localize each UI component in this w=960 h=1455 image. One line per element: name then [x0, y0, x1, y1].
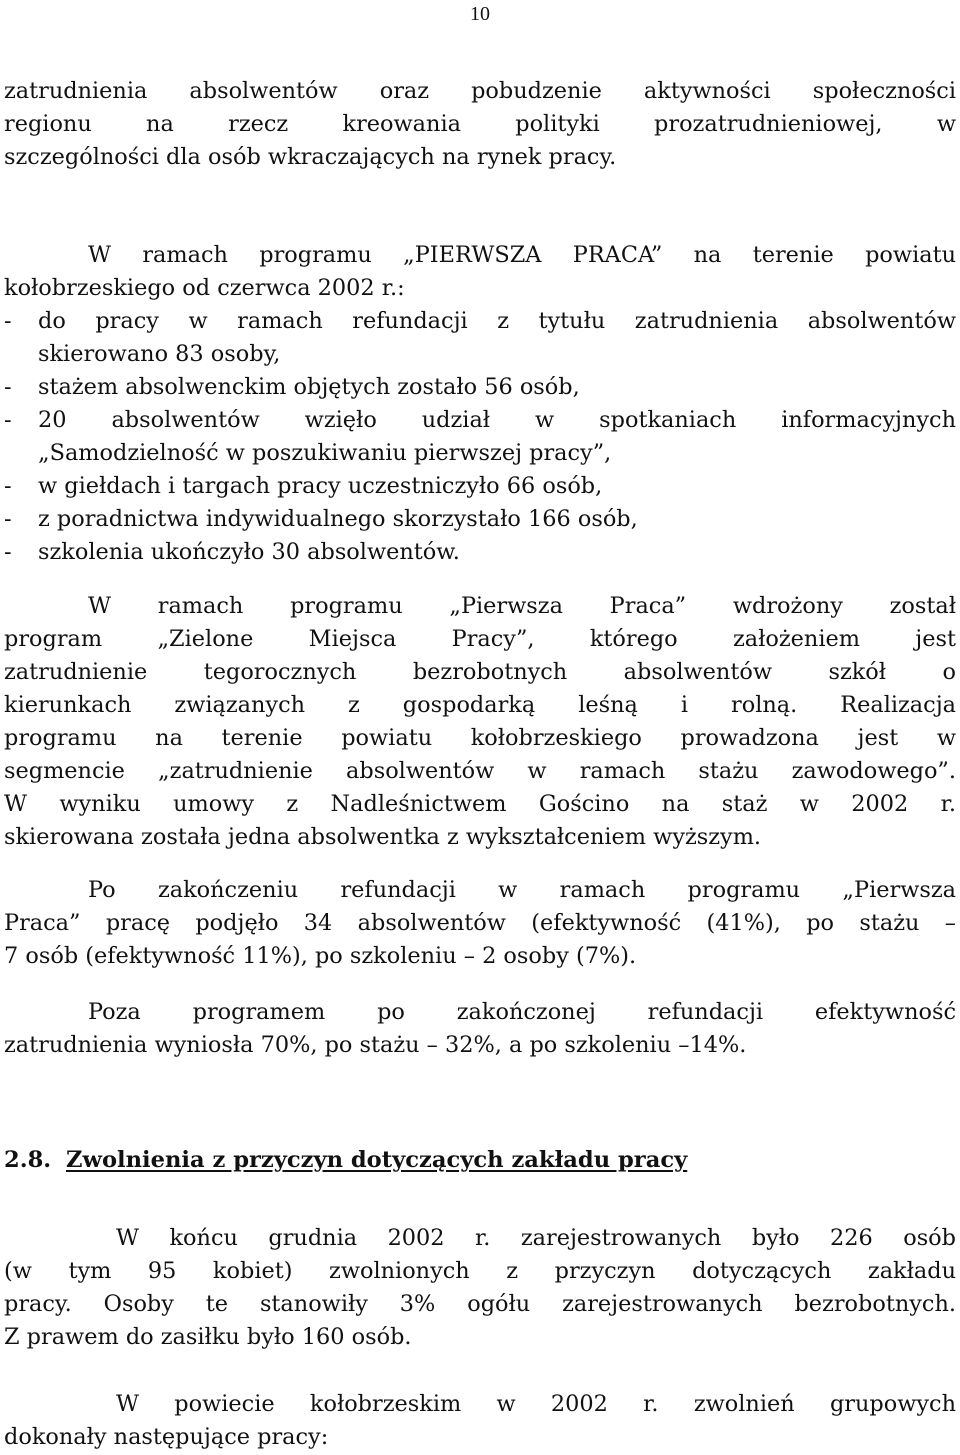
- text-line: W wyniku umowy z Nadleśnictwem Gościno na staż w 2002 r.: [4, 791, 956, 817]
- zwolnienia-grupowe-paragraph: [4, 1388, 956, 1454]
- list-dash: -: [4, 473, 12, 499]
- text-line: segmencie „zatrudnienie absolwentów w ramach stażu zawodowego”.: [4, 758, 956, 784]
- text-line: w giełdach i targach pracy uczestniczyło 66 osób,: [38, 473, 603, 499]
- list-dash: -: [4, 506, 12, 532]
- text-line: kołobrzeskiego od czerwca 2002 r.:: [4, 275, 405, 301]
- text-line: zatrudnienia absolwentów oraz pobudzenie aktywności społeczności: [4, 78, 956, 104]
- text-line: W ramach programu „PIERWSZA PRACA” na terenie powiatu: [88, 242, 956, 268]
- text-line: W końcu grudnia 2002 r. zarejestrowanych było 226 osób: [116, 1225, 956, 1251]
- po-zakonczeniu-paragraph: [4, 874, 956, 973]
- text-line: kierunkach związanych z gospodarką leśną i rolną. Realizacja: [4, 692, 956, 718]
- text-line: pracy. Osoby te stanowiły 3% ogółu zarejestrowanych bezrobotnych.: [4, 1291, 956, 1317]
- text-line: W powiecie kołobrzeskim w 2002 r. zwolnień grupowych: [116, 1391, 956, 1417]
- text-line: skierowano 83 osoby,: [38, 341, 281, 367]
- list-item: [4, 371, 956, 404]
- list-item: [4, 470, 956, 503]
- text-line: (w tym 95 kobiet) zwolnionych z przyczyn dotyczących zakładu: [4, 1258, 956, 1284]
- text-line: dokonały następujące pracy:: [4, 1424, 329, 1450]
- text-line: szkolenia ukończyło 30 absolwentów.: [38, 539, 460, 565]
- page-number: 10: [470, 3, 490, 25]
- section-number: 2.8.: [4, 1147, 52, 1173]
- poza-programem-paragraph: [4, 996, 956, 1062]
- text-line: zatrudnienie tegorocznych bezrobotnych absolwentów szkół o: [4, 659, 956, 685]
- program-results-list: [4, 305, 956, 569]
- text-line: do pracy w ramach refundacji z tytułu zatrudnienia absolwentów: [38, 308, 956, 334]
- program-intro-paragraph: [4, 239, 956, 305]
- text-line: regionu na rzecz kreowania polityki prozatrudnieniowej, w: [4, 111, 956, 137]
- list-item: [4, 404, 956, 470]
- list-dash: -: [4, 374, 12, 400]
- section-title: Zwolnienia z przyczyn dotyczących zakładu pracy: [66, 1147, 688, 1173]
- zielone-miejsca-paragraph: [4, 590, 956, 854]
- list-dash: -: [4, 308, 12, 334]
- text-line: z poradnictwa indywidualnego skorzystało 166 osób,: [38, 506, 638, 532]
- text-line: 20 absolwentów wzięło udział w spotkaniach informacyjnych: [38, 407, 956, 433]
- list-item: [4, 503, 956, 536]
- text-line: program „Zielone Miejsca Pracy”, którego założeniem jest: [4, 626, 956, 652]
- list-dash: -: [4, 539, 12, 565]
- list-dash: -: [4, 407, 12, 433]
- list-item: [4, 536, 956, 569]
- text-line: szczególności dla osób wkraczających na rynek pracy.: [4, 144, 617, 170]
- text-line: stażem absolwenckim objętych zostało 56 osób,: [38, 374, 580, 400]
- section-heading: [4, 1144, 687, 1177]
- text-line: Z prawem do zasiłku było 160 osób.: [4, 1324, 412, 1350]
- text-line: zatrudnienia wyniosła 70%, po stażu – 32%, a po szkoleniu –14%.: [4, 1032, 747, 1058]
- text-line: skierowana została jedna absolwentka z wykształceniem wyższym.: [4, 824, 762, 850]
- text-line: programu na terenie powiatu kołobrzeskiego prowadzona jest w: [4, 725, 956, 751]
- text-line: Praca” pracę podjęło 34 absolwentów (efektywność (41%), po stażu –: [4, 910, 956, 936]
- intro-paragraph: [4, 75, 956, 174]
- text-line: W ramach programu „Pierwsza Praca” wdrożony został: [88, 593, 956, 619]
- text-line: Poza programem po zakończonej refundacji efektywność: [88, 999, 956, 1025]
- text-line: Po zakończeniu refundacji w ramach programu „Pierwsza: [88, 877, 956, 903]
- zwolnienia-paragraph: [4, 1222, 956, 1354]
- text-line: 7 osób (efektywność 11%), po szkoleniu – 2 osoby (7%).: [4, 943, 637, 969]
- list-item: [4, 305, 956, 371]
- text-line: „Samodzielność w poszukiwaniu pierwszej pracy”,: [38, 440, 612, 466]
